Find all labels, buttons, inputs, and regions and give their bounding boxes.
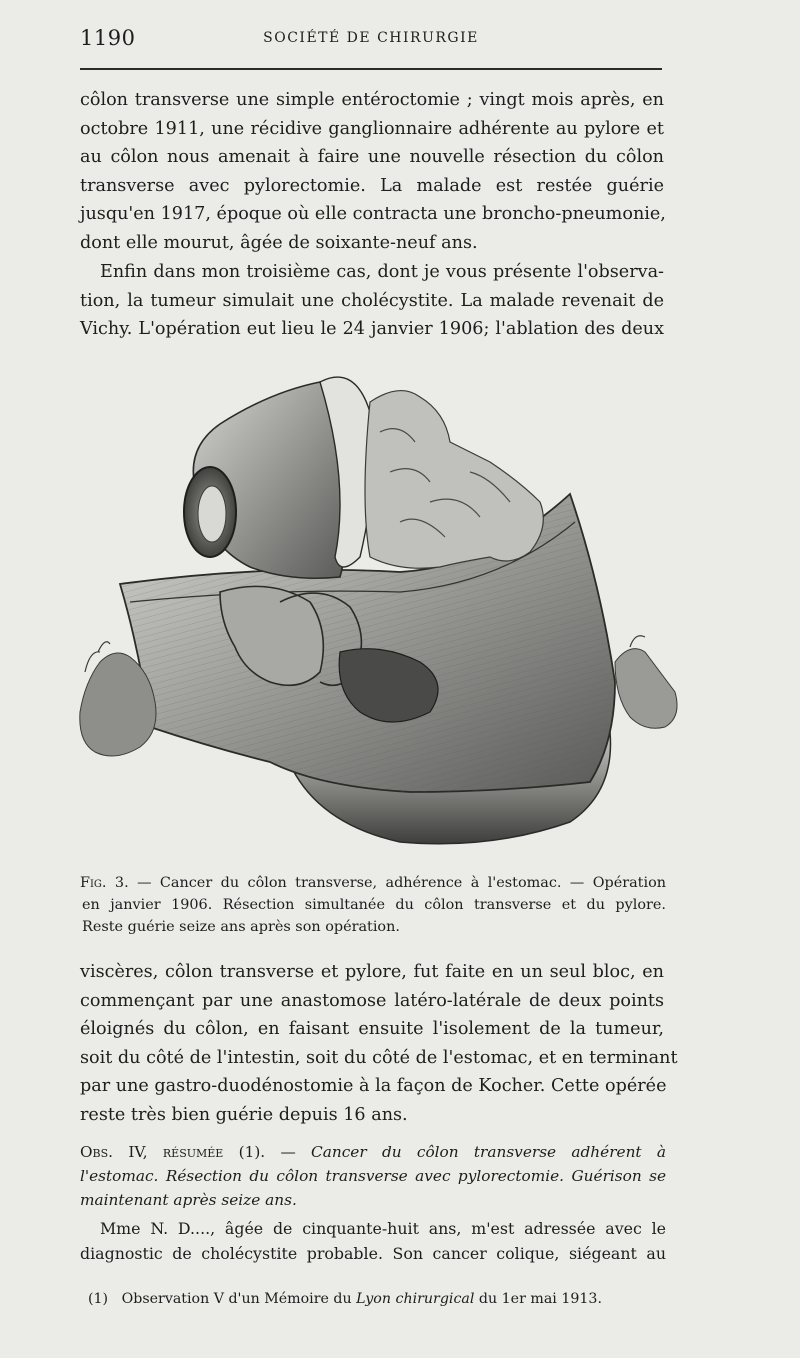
text-line: tion, la tumeur simulait une cholécystite. La malade revenait de: [80, 290, 664, 311]
page-number: 1190: [80, 26, 136, 50]
footnote-journal: Lyon chirurgical: [356, 1291, 475, 1307]
case-text: diagnostic de cholécystite probable. Son cancer colique, siégeant au: [80, 1244, 666, 1263]
footnote-text-after: du: [478, 1291, 498, 1307]
tumor-mass: [365, 391, 543, 569]
caption-line: — Cancer du côlon transverse, adhérence à l'estomac. — Opération: [137, 875, 666, 891]
right-fringe: [615, 649, 677, 729]
text-line: côlon transverse une simple entéroctomie ; vingt mois après, en: [80, 90, 664, 110]
case-paragraph: [80, 1216, 666, 1266]
text-line: au côlon nous amenait à faire une nouvelle résection du côlon: [80, 147, 664, 168]
paragraph-1: [80, 86, 664, 258]
page-header: [80, 26, 662, 52]
case-text: N. D...., âgée de cinquante-huit ans, m'est adressée avec le: [150, 1219, 666, 1238]
anatomical-illustration: [70, 352, 690, 852]
text-line: transverse avec pylorectomie. La malade est restée guérie: [80, 175, 664, 196]
footnote-text: Observation V d'un Mémoire du: [121, 1291, 352, 1307]
text-line: commençant par une anastomose latéro-latérale de deux points: [80, 990, 664, 1011]
observation-heading: [80, 1140, 666, 1212]
caption-line: en janvier 1906. Résection simultanée du côlon transverse et du pylore.: [82, 897, 666, 913]
observation-title-line: maintenant après seize ans.: [80, 1191, 297, 1209]
text-line: viscères, côlon transverse et pylore, fut faite en un seul bloc, en: [80, 962, 664, 982]
footnote-day: 1er: [501, 1291, 526, 1307]
text-line: reste très bien guérie depuis 16 ans.: [80, 1104, 408, 1125]
observation-dash: —: [280, 1143, 296, 1161]
text-line: par une gastro-duodénostomie à la façon de Kocher. Cette opérée: [80, 1076, 667, 1097]
text-line: soit du côté de l'intestin, soit du côté de l'estomac, et en terminant: [80, 1047, 678, 1068]
caption-line: Reste guérie seize ans après son opération.: [82, 919, 400, 935]
right-tuft: [630, 636, 645, 647]
text-line: jusqu'en 1917, époque où elle contracta une broncho-pneumonie,: [80, 204, 666, 225]
observation-title-line: l'estomac. Résection du côlon transverse avec pylorectomie. Guérison se: [80, 1167, 666, 1185]
header-rule: [80, 68, 662, 70]
footnote-marker: (1): [88, 1291, 109, 1307]
observation-ref: (1).: [238, 1143, 266, 1161]
case-honorific: Mme: [100, 1219, 141, 1238]
observation-title: Cancer du côlon transverse adhérent à: [311, 1143, 666, 1161]
footnote: [88, 1288, 648, 1310]
footnote-date: mai 1913.: [530, 1291, 602, 1307]
text-line: Vichy. L'opération eut lieu le 24 janvier 1906; l'ablation des deux: [80, 319, 664, 340]
text-line: dont elle mourut, âgée de soixante-neuf ans.: [80, 232, 478, 253]
observation-label: Obs. IV, résumée: [80, 1143, 224, 1161]
figure-caption: [80, 872, 666, 938]
paragraph-2: [80, 258, 664, 344]
text-line: Enfin dans mon troisième cas, dont je vous présente l'observa-: [100, 262, 664, 282]
figure-label: Fig. 3.: [80, 875, 129, 891]
text-line: octobre 1911, une récidive ganglionnaire adhérente au pylore et: [80, 118, 664, 139]
running-title: SOCIÉTÉ DE CHIRURGIE: [263, 30, 479, 46]
paragraph-3: [80, 958, 678, 1130]
text-line: éloignés du côlon, en faisant ensuite l'isolement de la tumeur,: [80, 1019, 664, 1040]
lumen-inner: [198, 486, 226, 542]
